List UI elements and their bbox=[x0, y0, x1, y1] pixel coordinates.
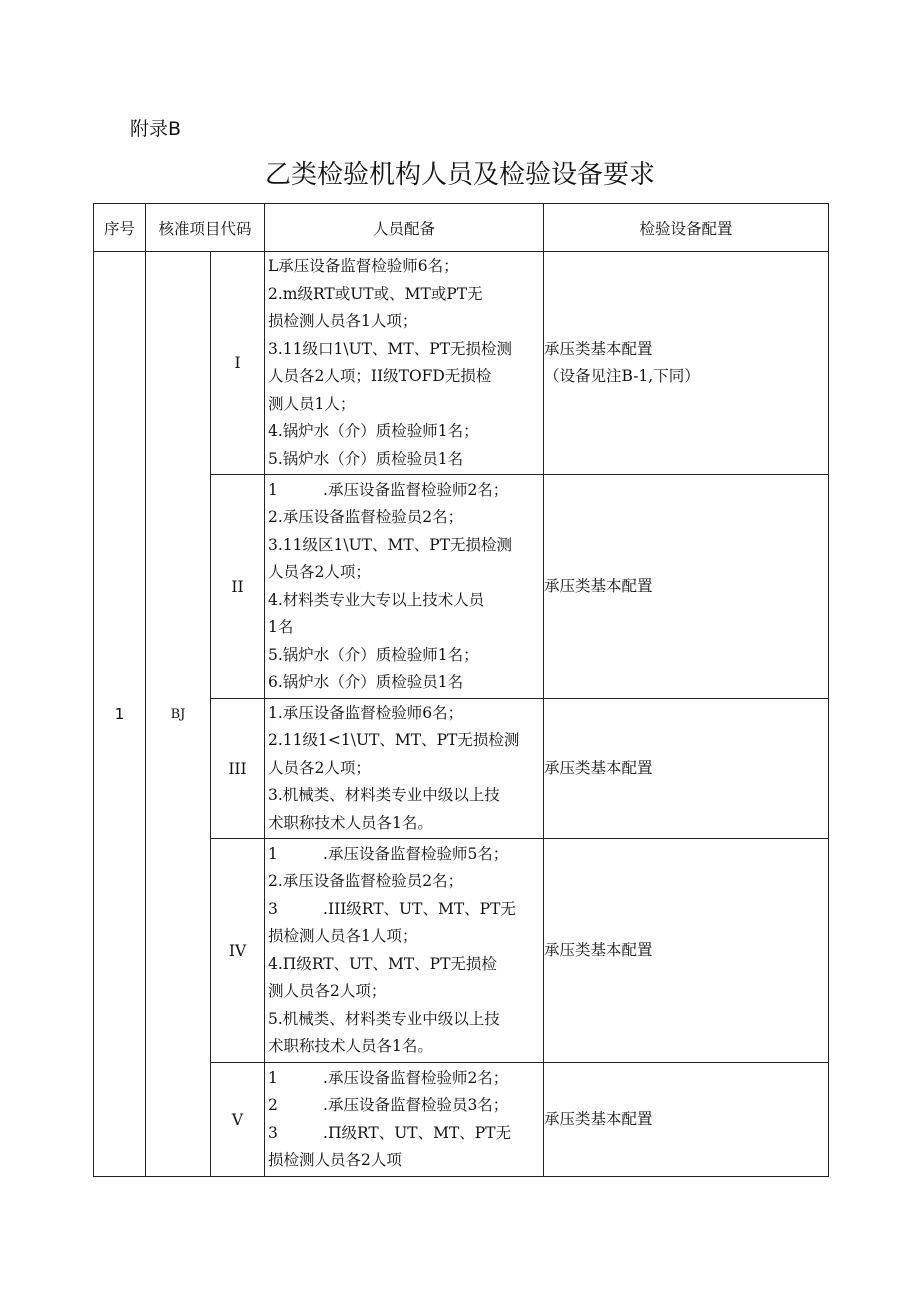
staff-line bbox=[265, 1120, 543, 1148]
appendix-label: 附录B bbox=[130, 118, 182, 140]
staff-line-text: 损检测人员各1人项； bbox=[268, 312, 418, 330]
equipment-line: 承压类基本配置 bbox=[544, 1109, 653, 1128]
staff-line bbox=[265, 1033, 543, 1061]
equipment-cell bbox=[544, 1063, 829, 1177]
staff-line-text: 术职称技术人员各1名。 bbox=[268, 1037, 433, 1055]
staff-line bbox=[265, 951, 543, 979]
staff-line-text: 5.机械类、材料类专业中级以上技 bbox=[268, 1009, 500, 1028]
staff-line bbox=[265, 1006, 543, 1034]
table-header-row bbox=[94, 204, 829, 252]
equipment-line: （设备见注B-1,下同） bbox=[544, 367, 700, 385]
equipment-line: 承压类基本配置 bbox=[544, 758, 653, 777]
staff-line bbox=[265, 532, 543, 560]
level-cell: IV bbox=[211, 839, 265, 1063]
staff-line-text: L承压设备监督检验师6名； bbox=[268, 257, 459, 275]
staff-line-text: 2.承压设备监督检验员2名； bbox=[268, 872, 464, 890]
staff-line bbox=[265, 363, 543, 391]
staff-line-text: .Π级RT、UT、MT、PT无 bbox=[323, 1123, 512, 1142]
staff-line bbox=[265, 782, 543, 810]
staff-line-text: .承压设备监督检验师2名； bbox=[323, 1068, 509, 1087]
staff-line bbox=[265, 281, 543, 309]
staff-line-text: 6.锅炉水（介）质检验员1名 bbox=[268, 673, 464, 691]
staff-line bbox=[265, 336, 543, 364]
staff-line-text: 2.m级RT或UT或、MT或PT无 bbox=[268, 284, 483, 303]
staff-cell bbox=[265, 839, 544, 1063]
level-cell: V bbox=[211, 1063, 265, 1177]
staff-line-text: 损检测人员各1人项； bbox=[268, 927, 418, 945]
staff-line-text: 3.11级口1\UT、MT、PT无损检测 bbox=[268, 339, 512, 358]
header-staff: 人员配备 bbox=[265, 204, 544, 252]
staff-line-number: 2 bbox=[268, 1096, 278, 1114]
page-title: 乙类检验机构人员及检验设备要求 bbox=[264, 160, 655, 190]
seq-cell: 1 bbox=[94, 252, 146, 1177]
staff-line-number: 1 bbox=[268, 844, 278, 863]
equipment-line: 承压类基本配置 bbox=[544, 339, 653, 358]
staff-line bbox=[265, 642, 543, 670]
staff-line-number: 3 bbox=[268, 899, 278, 918]
staff-line bbox=[265, 700, 543, 728]
equipment-cell bbox=[544, 839, 829, 1063]
staff-line bbox=[265, 669, 543, 697]
level-cell: II bbox=[211, 475, 265, 699]
equipment-cell bbox=[544, 252, 829, 475]
staff-line bbox=[265, 896, 543, 924]
staff-line bbox=[265, 559, 543, 587]
staff-line-text: 4.Π级RT、UT、MT、PT无损检 bbox=[268, 954, 497, 973]
staff-line-number: 3 bbox=[268, 1123, 278, 1142]
staff-line-number: 1 bbox=[268, 1068, 278, 1087]
staff-line-text: 3.11级区1\UT、MT、PT无损检测 bbox=[268, 535, 512, 554]
staff-line-number: 1 bbox=[268, 480, 278, 499]
header-seq: 序号 bbox=[94, 204, 146, 252]
staff-line bbox=[265, 614, 543, 642]
staff-line bbox=[265, 810, 543, 838]
table-row bbox=[94, 252, 829, 475]
staff-line-text: 4.材料类专业大专以上技术人员 bbox=[268, 590, 485, 609]
staff-line bbox=[265, 1065, 543, 1093]
staff-line bbox=[265, 253, 543, 281]
staff-line bbox=[265, 1147, 543, 1175]
staff-line-text: .承压设备监督检验师5名； bbox=[323, 844, 509, 863]
equipment-line: 承压类基本配置 bbox=[544, 576, 653, 595]
staff-line-text: .承压设备监督检验员3名； bbox=[323, 1096, 509, 1114]
staff-line bbox=[265, 587, 543, 615]
staff-line-text: 1名 bbox=[268, 618, 294, 636]
staff-line-text: 人员各2人项； bbox=[268, 758, 371, 777]
header-code: 核准项目代码 bbox=[146, 204, 265, 252]
staff-line bbox=[265, 446, 543, 474]
staff-cell bbox=[265, 475, 544, 699]
staff-line bbox=[265, 923, 543, 951]
staff-line bbox=[265, 755, 543, 783]
staff-line-text: .承压设备监督检验师2名； bbox=[323, 480, 509, 499]
staff-line-text: 2.11级1<1\UT、MT、PT无损检测 bbox=[268, 731, 520, 750]
staff-line bbox=[265, 418, 543, 446]
staff-line bbox=[265, 727, 543, 755]
staff-line-text: 5.锅炉水（介）质检验员1名 bbox=[268, 449, 464, 468]
staff-line-text: 术职称技术人员各1名。 bbox=[268, 813, 433, 832]
staff-line bbox=[265, 391, 543, 419]
staff-cell bbox=[265, 252, 544, 475]
equipment-cell bbox=[544, 475, 829, 699]
staff-line bbox=[265, 477, 543, 505]
staff-line-text: 5.锅炉水（介）质检验师1名； bbox=[268, 645, 479, 664]
staff-line bbox=[265, 978, 543, 1006]
staff-line-text: 1.承压设备监督检验师6名； bbox=[268, 703, 464, 722]
staff-line bbox=[265, 308, 543, 336]
staff-cell bbox=[265, 699, 544, 839]
staff-line-text: 4.锅炉水（介）质检验师1名； bbox=[268, 422, 479, 440]
staff-line-text: 测人员各2人项； bbox=[268, 982, 387, 1000]
staff-line bbox=[265, 841, 543, 869]
staff-line-text: 人员各2人项； bbox=[268, 563, 371, 581]
staff-cell bbox=[265, 1063, 544, 1177]
staff-line bbox=[265, 868, 543, 896]
staff-line-text: 2.承压设备监督检验员2名； bbox=[268, 508, 464, 526]
staff-line bbox=[265, 504, 543, 532]
staff-line-text: .III级RT、UT、MT、PT无 bbox=[323, 899, 516, 918]
level-cell: III bbox=[211, 699, 265, 839]
level-cell: I bbox=[211, 252, 265, 475]
staff-line-text: 3.机械类、材料类专业中级以上技 bbox=[268, 786, 500, 805]
equipment-cell bbox=[544, 699, 829, 839]
staff-line-text: 损检测人员各2人项 bbox=[268, 1151, 402, 1169]
staff-line-text: 人员各2人项；II级TOFD无损检 bbox=[268, 367, 492, 385]
equipment-line: 承压类基本配置 bbox=[544, 940, 653, 959]
staff-line bbox=[265, 1092, 543, 1120]
requirements-table bbox=[93, 203, 829, 1177]
header-equipment: 检验设备配置 bbox=[544, 204, 829, 252]
code-cell: BJ bbox=[146, 252, 211, 1177]
staff-line-text: 测人员1人； bbox=[268, 394, 356, 413]
